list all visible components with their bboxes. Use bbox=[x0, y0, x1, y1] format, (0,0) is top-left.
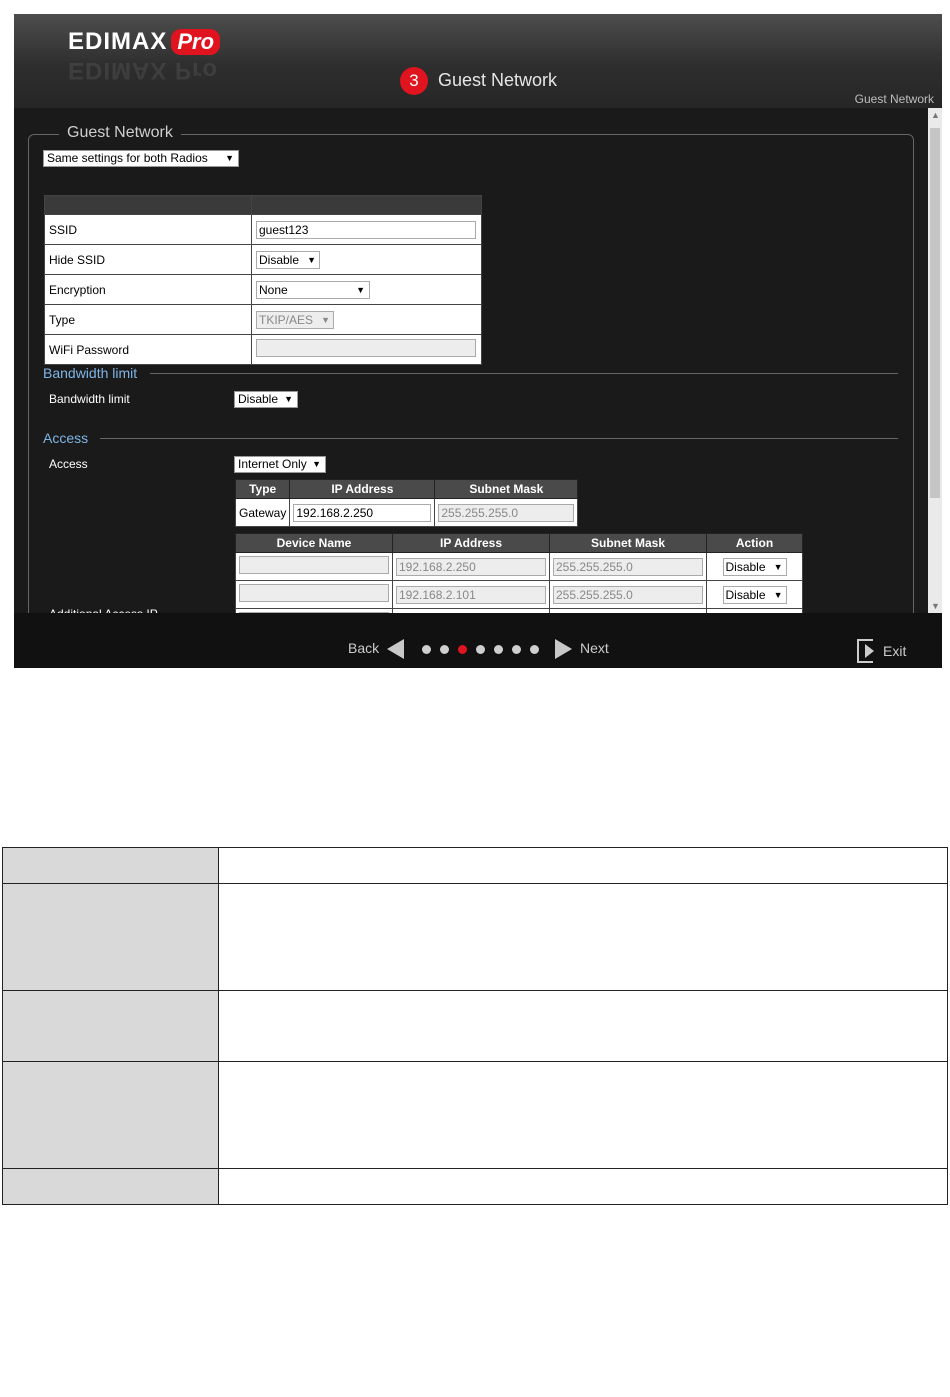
encryption-row bbox=[45, 275, 482, 305]
vertical-scrollbar[interactable] bbox=[928, 108, 942, 613]
access-section-title: Access bbox=[43, 430, 89, 446]
bandwidth-limit-value: Disable bbox=[238, 392, 279, 406]
hide-ssid-value: Disable bbox=[259, 252, 300, 267]
ip-input[interactable]: 192.168.2.101 bbox=[396, 586, 546, 604]
bandwidth-limit-label: Bandwidth limit bbox=[49, 392, 130, 406]
edimax-pro-logo bbox=[68, 24, 220, 60]
table-header-row bbox=[236, 480, 578, 499]
dropdown-arrow-icon: ▼ bbox=[356, 284, 365, 295]
action-value: Disable bbox=[725, 587, 766, 602]
table-key-cell bbox=[3, 884, 219, 991]
dropdown-arrow-icon: ▼ bbox=[307, 254, 316, 265]
gateway-type: Gateway bbox=[236, 499, 290, 527]
gateway-mask-input[interactable]: 255.255.255.0 bbox=[438, 504, 574, 522]
access-value: Internet Only bbox=[238, 457, 307, 471]
exit-button[interactable] bbox=[857, 639, 906, 663]
dropdown-arrow-icon: ▼ bbox=[773, 561, 783, 572]
step-dot-active bbox=[458, 645, 467, 654]
exit-label: Exit bbox=[883, 643, 907, 659]
dropdown-arrow-icon: ▼ bbox=[321, 314, 330, 325]
breadcrumb: Guest Network bbox=[854, 92, 934, 106]
table-key-cell bbox=[3, 991, 219, 1062]
ssid-row bbox=[45, 215, 482, 245]
wifi-password-input[interactable] bbox=[256, 339, 476, 357]
column-header-device-name: Device Name bbox=[236, 534, 393, 553]
action-cell bbox=[707, 581, 803, 609]
radio-mode-select[interactable] bbox=[43, 150, 239, 167]
device-name-input[interactable] bbox=[239, 584, 389, 602]
table-row bbox=[3, 884, 948, 991]
column-header-type: Type bbox=[236, 480, 290, 499]
action-cell bbox=[707, 553, 803, 581]
next-button[interactable]: Next bbox=[580, 640, 609, 656]
table-row bbox=[3, 1169, 948, 1205]
gateway-table bbox=[235, 479, 578, 527]
ssid-label: SSID bbox=[45, 215, 252, 245]
type-label: Type bbox=[45, 305, 252, 335]
description-table bbox=[2, 847, 948, 1205]
action-select[interactable] bbox=[723, 558, 787, 576]
type-select[interactable] bbox=[256, 311, 334, 329]
wifi-password-cell bbox=[252, 335, 482, 365]
next-arrow-icon[interactable] bbox=[555, 639, 572, 659]
scrollbar-thumb[interactable] bbox=[930, 128, 940, 498]
logo-reflection: EDIMAX Pro bbox=[68, 57, 219, 84]
table-header-row bbox=[45, 196, 482, 215]
type-row bbox=[45, 305, 482, 335]
mask-cell bbox=[550, 553, 707, 581]
logo-badge: Pro bbox=[171, 29, 220, 55]
column-header-ip: IP Address bbox=[393, 534, 550, 553]
table-row bbox=[236, 553, 803, 581]
gateway-mask-cell bbox=[435, 499, 578, 527]
column-header-action: Action bbox=[707, 534, 803, 553]
bandwidth-limit-select[interactable] bbox=[234, 391, 298, 408]
step-number-badge: 3 bbox=[400, 67, 428, 95]
mask-input[interactable]: 255.255.255.0 bbox=[553, 558, 703, 576]
wizard-footer bbox=[14, 613, 942, 668]
table-value-cell bbox=[219, 1169, 948, 1205]
bandwidth-section-title: Bandwidth limit bbox=[43, 365, 138, 381]
action-select[interactable] bbox=[723, 586, 787, 604]
table-row bbox=[236, 581, 803, 609]
wizard-header bbox=[14, 14, 942, 108]
device-name-cell bbox=[236, 553, 393, 581]
step-dot bbox=[530, 645, 539, 654]
table-value-cell bbox=[219, 1062, 948, 1169]
ssid-input[interactable]: guest123 bbox=[256, 221, 476, 239]
ip-cell bbox=[393, 581, 550, 609]
scroll-down-icon[interactable]: ▼ bbox=[931, 601, 940, 611]
dropdown-arrow-icon: ▼ bbox=[773, 589, 783, 600]
back-arrow-icon[interactable] bbox=[387, 639, 404, 659]
step-title: Guest Network bbox=[438, 70, 558, 90]
action-value: Disable bbox=[725, 559, 766, 574]
guest-settings-table bbox=[44, 195, 482, 365]
step-dot bbox=[512, 645, 521, 654]
dropdown-arrow-icon: ▼ bbox=[312, 459, 321, 469]
column-header-mask: Subnet Mask bbox=[435, 480, 578, 499]
hide-ssid-select[interactable] bbox=[256, 251, 320, 269]
gateway-ip-input[interactable]: 192.168.2.250 bbox=[293, 504, 431, 522]
table-key-cell bbox=[3, 1062, 219, 1169]
wifi-password-row bbox=[45, 335, 482, 365]
table-header-cell bbox=[45, 196, 252, 215]
table-key-cell bbox=[3, 1169, 219, 1205]
table-row bbox=[3, 848, 948, 884]
ip-cell bbox=[393, 553, 550, 581]
column-header-mask: Subnet Mask bbox=[550, 534, 707, 553]
section-divider bbox=[100, 438, 898, 439]
table-value-cell bbox=[219, 991, 948, 1062]
device-name-input[interactable] bbox=[239, 556, 389, 574]
table-header-cell bbox=[252, 196, 482, 215]
ssid-cell bbox=[252, 215, 482, 245]
exit-icon bbox=[857, 639, 873, 663]
step-dot bbox=[476, 645, 485, 654]
mask-cell bbox=[550, 581, 707, 609]
type-cell bbox=[252, 305, 482, 335]
radio-mode-value: Same settings for both Radios bbox=[47, 151, 208, 165]
device-name-cell bbox=[236, 581, 393, 609]
logo-text: EDIMAX bbox=[68, 28, 168, 55]
setup-wizard-window bbox=[14, 14, 942, 668]
step-dot bbox=[494, 645, 503, 654]
wifi-password-label: WiFi Password bbox=[45, 335, 252, 365]
mask-input[interactable]: 255.255.255.0 bbox=[553, 586, 703, 604]
dropdown-arrow-icon: ▼ bbox=[284, 394, 293, 404]
hide-ssid-row bbox=[45, 245, 482, 275]
table-value-cell bbox=[219, 884, 948, 991]
table-header-row bbox=[236, 534, 803, 553]
column-header-ip: IP Address bbox=[290, 480, 435, 499]
table-row bbox=[236, 499, 578, 527]
encryption-cell bbox=[252, 275, 482, 305]
back-button[interactable]: Back bbox=[348, 640, 380, 656]
table-row bbox=[3, 1062, 948, 1169]
encryption-label: Encryption bbox=[45, 275, 252, 305]
gateway-ip-cell bbox=[290, 499, 435, 527]
table-row bbox=[3, 991, 948, 1062]
dropdown-arrow-icon: ▼ bbox=[225, 153, 234, 163]
access-label: Access bbox=[49, 457, 88, 471]
ip-input[interactable]: 192.168.2.250 bbox=[396, 558, 546, 576]
section-divider bbox=[150, 373, 898, 374]
encryption-value: None bbox=[259, 282, 288, 297]
hide-ssid-label: Hide SSID bbox=[45, 245, 252, 275]
step-dot bbox=[440, 645, 449, 654]
table-key-cell bbox=[3, 848, 219, 884]
scroll-up-icon[interactable]: ▲ bbox=[931, 110, 940, 120]
table-value-cell bbox=[219, 848, 948, 884]
content-scroll-area bbox=[14, 108, 942, 613]
access-select[interactable] bbox=[234, 456, 326, 473]
type-value: TKIP/AES bbox=[259, 312, 314, 327]
step-dot bbox=[422, 645, 431, 654]
fieldset-legend: Guest Network bbox=[59, 124, 181, 142]
encryption-select[interactable] bbox=[256, 281, 370, 299]
hide-ssid-cell bbox=[252, 245, 482, 275]
